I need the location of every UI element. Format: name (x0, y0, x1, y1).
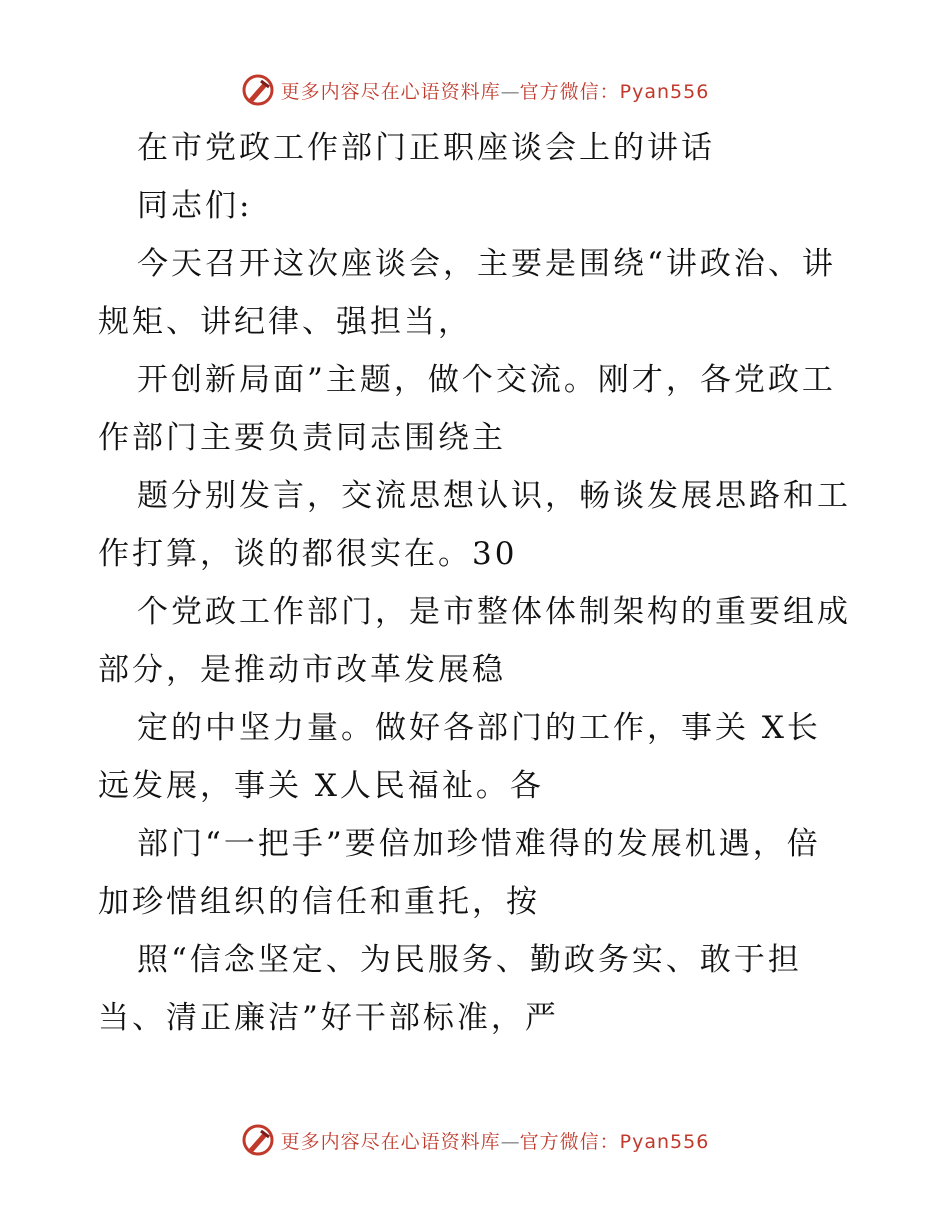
text-line: 作部门主要负责同志围绕主 (98, 420, 506, 456)
text-line: 开创新局面”主题，做个交流。刚才，各党政工 (137, 362, 836, 398)
text-line: 部门“一把手”要倍加珍惜难得的发展机遇，倍 (137, 826, 821, 862)
text-line: 照“信念坚定、为民服务、勤政务实、敢于担 (137, 942, 802, 978)
watermark-header (0, 70, 950, 110)
salutation: 同志们: (137, 188, 253, 224)
watermark-text: 更多内容尽在心语资料库—官方微信：Pyan556 (280, 1130, 710, 1153)
text-line: 定的中坚力量。做好各部门的工作，事关 X长 (137, 710, 821, 746)
document-title: 在市党政工作部门正职座谈会上的讲话 (137, 130, 715, 166)
pen-seal-icon (241, 73, 275, 107)
text-line: 当、清正廉洁”好干部标准，严 (98, 1000, 559, 1036)
text-line: 规矩、讲纪律、强担当， (98, 304, 472, 340)
text-line: 部分，是推动市改革发展稳 (98, 652, 506, 688)
watermark-text: 更多内容尽在心语资料库—官方微信：Pyan556 (280, 80, 710, 103)
text-line: 远发展，事关 X人民福祉。各 (98, 768, 544, 804)
watermark-footer (0, 1120, 950, 1160)
pen-seal-icon (241, 1123, 275, 1157)
text-line: 作打算，谈的都很实在。30 (98, 536, 518, 572)
text-line: 加珍惜组织的信任和重托，按 (98, 884, 540, 920)
text-line: 今天召开这次座谈会，主要是围绕“讲政治、讲 (137, 246, 836, 282)
text-line: 个党政工作部门，是市整体体制架构的重要组成 (137, 594, 851, 630)
text-line: 题分别发言，交流思想认识，畅谈发展思路和工 (137, 478, 851, 514)
